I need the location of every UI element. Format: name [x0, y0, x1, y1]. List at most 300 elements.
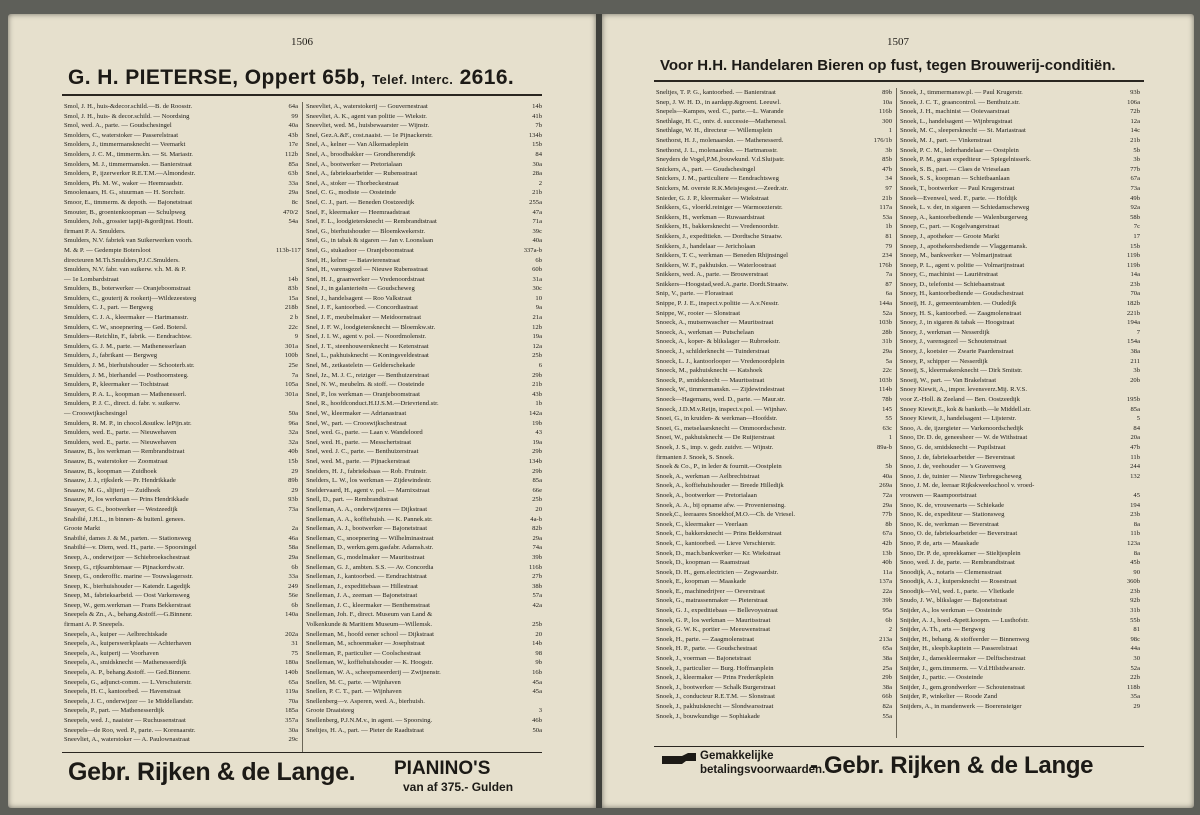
entry-text: Smulders, C. J., part. — Bergweg — [64, 304, 153, 312]
entry-house-number: 301a — [285, 342, 298, 350]
entry-house-number: 182b — [1126, 300, 1140, 308]
entry-text: Snep, J. W. H. D., in aardapp.&groent. Leeuwl. — [656, 98, 781, 106]
entry-house-number: 15b — [288, 457, 298, 465]
entry-house-number — [276, 236, 298, 246]
entry-house-number: 103b — [878, 376, 892, 384]
entry-text: Sneepels, A., kuiperswerkplaats — Achterhaven — [64, 640, 192, 648]
left-page — [8, 14, 596, 808]
entry-house-number: 11a — [882, 568, 892, 576]
entry-text: Smol, J. H., huis-&decor.schild.—B. de Roosstr. — [64, 103, 193, 110]
entry-house-number: 269a — [879, 482, 892, 490]
entry-text: Snel, Jz., M. J. C., reiziger — Benthuizerstraat — [306, 371, 430, 379]
entry-house-number: 31b — [1130, 607, 1140, 615]
entry-text: Snoep, J., apotheker — Groote Markt — [900, 232, 1000, 240]
entry-house-number: 67a — [882, 530, 892, 538]
entry-house-number: 50a — [532, 726, 542, 734]
entry-text: Snelders, H. J., fabrieksbaas — Rob. Fruinstr. — [306, 467, 427, 475]
entry-text: Snoey, H. S., kantoorbed. — Zaagmolenstraat — [900, 309, 1022, 317]
entry-text: Snellenberg—v. Asperen, wed. A., bierhuish. — [306, 697, 425, 705]
entry-text: Snoek, J., timmermansw.pl. — Paul Krugerstr. — [900, 89, 1023, 96]
directory-entry — [306, 351, 542, 361]
directory-entry — [900, 424, 1140, 434]
entry-house-number: 3b — [1133, 156, 1140, 164]
directory-entry — [64, 179, 298, 189]
entry-house-number: 218b — [284, 304, 298, 312]
entry-house-number: 64a — [288, 103, 298, 110]
directory-entry — [64, 639, 298, 649]
entry-house-number: 154a — [1127, 338, 1140, 346]
entry-house-number: 82b — [532, 525, 542, 533]
entry-text: Snellen, P. C. T., part. — Wijnhaven — [306, 688, 402, 696]
footer-rule — [62, 752, 542, 753]
entry-house-number: 56e — [288, 592, 298, 600]
directory-entry — [306, 313, 542, 323]
advert-rijken: - Gebr. Rijken & de Lange — [810, 752, 1094, 779]
directory-entry — [656, 251, 892, 261]
entry-text: Sneep, K., bierhuishouder — Katendr. Lagedijk — [64, 582, 191, 590]
entry-house-number: 194 — [1130, 501, 1140, 509]
directory-entry — [900, 318, 1140, 328]
entry-house-number: 3 — [538, 707, 542, 715]
entry-house-number: 21b — [532, 381, 542, 389]
entry-house-number: 12b — [532, 323, 542, 331]
directory-entry — [656, 481, 892, 491]
directory-entry — [306, 438, 542, 448]
directory-entry — [656, 309, 892, 319]
entry-text: Snoek, H., parte. — Zaagmolenstraat — [656, 635, 755, 643]
entry-text: Snaauw, B., koopman — Zuidhoek — [64, 467, 157, 475]
directory-entry — [306, 476, 542, 486]
entry-house-number: 58a — [288, 544, 298, 552]
entry-house-number: 20 — [535, 630, 542, 638]
entry-house-number: 83b — [288, 285, 298, 293]
directory-entry — [64, 524, 298, 534]
directory-entry — [306, 390, 542, 400]
entry-text: Snelleman, G. J., ambten. S.S. — Av. Concordia — [306, 563, 434, 571]
directory-entry — [306, 246, 542, 256]
entry-text: Snoeck, A., koper- & blikslager — Rubroekstr. — [656, 338, 781, 346]
entry-house-number: 21b — [882, 194, 892, 202]
entry-text: Smolders, M. J., timmermanskn. — Banierstraat — [64, 160, 192, 168]
entry-text: Snethlage, W. H., directeur — Willemsplein — [656, 127, 773, 135]
header-tel-label: Telef. Interc. — [372, 72, 454, 87]
directory-entry — [306, 188, 542, 198]
entry-house-number: 41b — [532, 112, 542, 120]
entry-house-number: 30 — [1133, 655, 1140, 663]
entry-text: Snelleman, A. A., koffiehuish. — K. Pannek.str. — [306, 515, 433, 523]
entry-house-number: 79 — [885, 242, 892, 250]
entry-text: Snoeck, W., timmermanskn. — Zijdewindestraat — [656, 386, 785, 394]
entry-text: Snoek, A., bootwerker — Pretorialaan — [656, 491, 757, 499]
directory-entry — [900, 462, 1140, 472]
entry-house-number: 49b — [1130, 194, 1140, 202]
directory-entry — [900, 289, 1140, 299]
entry-text: Snel, C. G., modiste — Oosteinde — [306, 189, 396, 197]
directory-entry — [900, 184, 1140, 194]
directory-entry — [64, 563, 298, 573]
directory-entry — [656, 692, 892, 702]
directory-entry — [306, 563, 542, 573]
entry-text: Snoeck, A., werkman — Putschelaan — [656, 328, 754, 336]
directory-entry — [64, 323, 298, 333]
directory-entry — [900, 165, 1140, 175]
entry-house-number: 40b — [882, 559, 892, 567]
entry-house-number: 5b — [1133, 146, 1140, 154]
entry-text: Snip, V., parte. — Florastraat — [656, 290, 734, 298]
entry-house-number: 31 — [291, 640, 298, 648]
directory-entry — [64, 188, 298, 198]
directory-entry — [306, 342, 542, 352]
entry-house-number: 70a — [288, 697, 298, 705]
entry-house-number: 66e — [532, 486, 542, 494]
directory-entry — [306, 505, 542, 515]
directory-entry — [900, 222, 1140, 232]
entry-text: Smoor, E., timmerm. & depoth. — Bajonetstraat — [64, 198, 193, 206]
directory-entry — [900, 539, 1140, 549]
directory-entry — [900, 692, 1140, 702]
directory-entry — [900, 107, 1140, 117]
directory-entry — [306, 380, 542, 390]
entry-house-number: 176b — [878, 261, 892, 269]
directory-entry — [64, 419, 298, 429]
entry-house-number: 29 — [291, 467, 298, 475]
entry-house-number: 113b-117 — [276, 246, 301, 254]
entry-house-number: 39c — [532, 227, 542, 235]
entry-house-number: 100b — [284, 352, 298, 360]
entry-house-number: 30a — [532, 160, 542, 168]
directory-entry — [656, 606, 892, 616]
entry-text: Snikkers—Hoogstad,wed.A.,parte. Dordt.Straatw. — [656, 280, 789, 288]
entry-house-number: 132 — [1130, 472, 1140, 480]
entry-text: Snel, J. F., meubelmaker — Meidoornstraat — [306, 314, 422, 322]
directory-entry — [656, 347, 892, 357]
entry-house-number: 118b — [1127, 683, 1140, 691]
directory-entry — [900, 443, 1140, 453]
directory-entry — [306, 332, 542, 342]
entry-text: Smulders, wed. E., parte. — Nieuwehaven — [64, 438, 177, 446]
directory-column — [656, 88, 892, 740]
entry-house-number: 145 — [882, 405, 892, 413]
entry-house-number: 53a — [882, 213, 892, 221]
directory-entry — [656, 405, 892, 415]
entry-text: Snoeij, W., part. — Van Brakelstraat — [900, 376, 997, 384]
entry-house-number: 55a — [882, 712, 892, 720]
entry-text: Smolders, P., ijzerwerker R.E.T.M.—Almondestr. — [64, 170, 196, 178]
header-tel-number: 2616. — [459, 66, 515, 89]
entry-text: Snoei, G., in kruiden- & werkman—Hoofdstr. — [656, 415, 778, 423]
entry-text: Snethorst, H. J., molenaarskn. — Mathenesserd. — [656, 136, 784, 144]
entry-text: Snaauw, M. G., slijterij — Zuidhoek — [64, 486, 161, 494]
directory-entry — [900, 299, 1140, 309]
entry-house-number: 29b — [532, 448, 542, 456]
entry-house-number: 30c — [532, 285, 542, 293]
entry-text: Snel, A., stoker — Thorbeckestraat — [306, 179, 399, 187]
entry-house-number: 29b — [532, 371, 542, 379]
entry-house-number: 5b — [885, 463, 892, 471]
entry-house-number: 70a — [1130, 290, 1140, 298]
entry-text: Snel, J. F. W., loodgietersknecht — Bloemkw.str. — [306, 323, 436, 331]
entry-text: Smulders—Reichlin, F., fabrik. — Eendrachtsw. — [64, 333, 192, 341]
directory-entry — [900, 261, 1140, 271]
entry-text: Sneepels, A., kuiper — Aelbrechtskade — [64, 630, 168, 638]
directory-entry — [900, 453, 1140, 463]
directory-column — [64, 102, 301, 744]
directory-entry — [656, 299, 892, 309]
entry-text: Snickers, M. overste R.K.Meisjesgest.—Zeedr.str. — [656, 184, 789, 192]
entry-text: Snoeck, M., pakhuisknecht — Katshoek — [656, 367, 763, 375]
entry-house-number: 55b — [1130, 616, 1140, 624]
entry-house-number: 470/2 — [282, 208, 298, 216]
entry-text: Snoek, L. v. der, in sigaren — Schiedamscheweg — [900, 204, 1030, 212]
entry-text: Snoek,C., leeraares Snoekhof,M.O.—Ch. de Vriesel. — [656, 511, 796, 519]
entry-house-number: 29a — [288, 553, 298, 561]
entry-text: Smolders, J. C. M., timmerm.kn. — St. Mariastr. — [64, 150, 193, 158]
directory-entry — [64, 361, 298, 371]
column-divider — [896, 88, 897, 738]
directory-entry — [900, 385, 1140, 395]
directory-entry — [900, 194, 1140, 204]
advert-rijken: Gebr. Rijken & de Lange. — [68, 758, 356, 786]
directory-entry — [306, 658, 542, 668]
entry-text: Snel, J. T., steenhouwersknecht — Ketenstraat — [306, 342, 429, 350]
entry-house-number: 43 — [535, 429, 542, 437]
directory-entry — [656, 88, 892, 98]
entry-text: Snoek, A., werkman — Aelbrechtstraat — [656, 472, 760, 480]
entry-house-number: 22c — [288, 323, 298, 331]
entry-text: Snethorst, J. L., molenaarskn. — Hartmansstr. — [656, 146, 778, 154]
entry-text: Snelders, L. W., los werkman — Zijdewindestr. — [306, 477, 432, 485]
entry-text: Smol, wed. A., parte. — Goudschesingel — [64, 122, 172, 130]
entry-text: Sneepels, J. C., onderwijzer — 1e Middellandstr. — [64, 697, 194, 705]
entry-house-number: 11b — [1130, 453, 1140, 461]
directory-entry — [64, 726, 298, 736]
advert-payment-line2: betalingsvoorwaarden. — [700, 764, 826, 776]
directory-entry — [900, 702, 1140, 712]
entry-text: directeuren M.Th.Smulders,P.J.C.Smulders. — [64, 256, 180, 264]
entry-text: Sneepels, A., kuiperij — Voorhaven — [64, 649, 159, 657]
entry-text: Snel, wed. G., parte. — Laan v. Wandeloord — [306, 429, 423, 437]
entry-house-number: 119b — [1127, 261, 1140, 269]
entry-house-number: 116b — [879, 108, 892, 116]
directory-entry — [656, 357, 892, 367]
entry-house-number: 14b — [532, 640, 542, 648]
directory-entry — [900, 558, 1140, 568]
directory-entry — [64, 467, 298, 477]
entry-text: Snel, wed. J. C., parte. — Benthuizerstraat — [306, 448, 419, 456]
entry-text: Sneevliet, A., waterstokerij — Gouvernestraat — [306, 103, 428, 110]
directory-entry — [656, 126, 892, 136]
directory-entry — [656, 702, 892, 712]
directory-entry — [64, 294, 298, 304]
entry-text: Snoeck, J.D.M.v.Reijn, inspect.v.pol. — Wijnhav. — [656, 405, 788, 413]
entry-text: Snepels—Kampes, wed. C., parte.—L. Warande — [656, 108, 784, 116]
directory-entry — [656, 424, 892, 434]
directory-entry — [64, 351, 298, 361]
entry-house-number: 19a — [532, 438, 542, 446]
entry-text: Sneepels—de Roo, wed. P., parte. — Korenaarstr. — [64, 726, 196, 734]
entry-text: Snel, H., varensgezel — Nieuwe Rubensstraat — [306, 266, 428, 274]
entry-house-number: 112b — [285, 150, 298, 158]
entry-text: Snoek, S. B., part. — Claes de Vrieselaan — [900, 165, 1010, 173]
entry-house-number: 23b — [1130, 280, 1140, 288]
entry-text: Snell, D., part. — Rembrandtstraat — [306, 496, 398, 504]
directory-entry — [656, 395, 892, 405]
directory-entry — [306, 419, 542, 429]
entry-house-number: 103b — [878, 319, 892, 327]
directory-entry — [306, 716, 542, 726]
entry-text: Snoek, S. S., koopman — Schietbaanlaan — [900, 175, 1010, 183]
directory-entry — [64, 438, 298, 448]
entry-house-number: 140a — [285, 611, 298, 619]
directory-entry — [306, 668, 542, 678]
entry-text: Snoei, G., metselaarsknecht — Ommoordschestr. — [656, 424, 787, 432]
entry-house-number: 23b — [1130, 587, 1140, 595]
entry-text: Smulders, C. J. A., kleermaker — Hartmansstr. — [64, 314, 189, 322]
directory-entry — [900, 491, 1140, 501]
entry-house-number: 105a — [285, 381, 298, 389]
directory-entry — [656, 529, 892, 539]
entry-text: Snoek, G. W. K., portier — Meeuwenstraat — [656, 626, 771, 634]
entry-text: voor Z.-Holl. & Zeeland — Ben. Oostzeedijk — [900, 396, 1020, 403]
entry-house-number — [1118, 385, 1140, 395]
directory-entry — [306, 591, 542, 601]
entry-house-number: 40b — [288, 448, 298, 456]
page-header-advert — [68, 66, 548, 90]
directory-entry — [900, 635, 1140, 645]
entry-text: Snelleman, W. A., scheepsmeerderij — Zwijnenstr. — [306, 669, 441, 677]
directory-entry — [656, 596, 892, 606]
directory-entry — [64, 553, 298, 563]
directory-entry — [900, 174, 1140, 184]
directory-entry — [64, 716, 298, 726]
entry-house-number: 22c — [882, 367, 892, 375]
directory-entry — [656, 385, 892, 395]
entry-text: Snoey Kiewit, A., impor. levensverz.Mij. R.V.S. — [900, 386, 1027, 394]
directory-entry — [306, 236, 542, 246]
entry-text: Snoo, G. de, smidsknecht — Pupilstraat — [900, 443, 1006, 451]
entry-house-number: 71a — [532, 218, 542, 226]
entry-text: Smulders, J. M., bierhuishouder — Schooterb.str. — [64, 362, 195, 370]
entry-text: Smolders, Ph. M. W., waker — Heemraadstr. — [64, 179, 184, 187]
directory-entry — [64, 112, 298, 122]
entry-text: Snoei, W., pakhuisknecht — De Ruijterstraat — [656, 434, 775, 442]
entry-house-number: 176/1b — [873, 136, 892, 144]
entry-text: Snoo, A. de, ijzergieter — Varkenoordschedijk — [900, 424, 1024, 432]
directory-entry — [900, 328, 1140, 338]
directory-entry — [64, 332, 298, 342]
entry-text: Sneepels, A. P., behang.&stoff. — Ged.Binnenr. — [64, 669, 191, 677]
entry-house-number: 7b — [535, 122, 542, 130]
directory-entry — [900, 644, 1140, 654]
directory-entry — [306, 102, 542, 112]
directory-entry — [64, 131, 298, 141]
entry-text: Snijder, J., gem.timmerm. — V.d.Hilstdwarsstr. — [900, 664, 1026, 672]
directory-entry — [64, 284, 298, 294]
directory-entry — [900, 414, 1140, 424]
entry-house-number: 1b — [885, 223, 892, 231]
directory-entry — [306, 294, 542, 304]
directory-entry — [900, 664, 1140, 674]
entry-text: Snoep, C., part. — Kogelvangerstraat — [900, 223, 1000, 231]
entry-house-number: 90 — [1133, 568, 1140, 576]
directory-entry — [656, 366, 892, 376]
entry-house-number: 43b — [288, 131, 298, 139]
entry-text: Snabilié—v. Diem, wed. H., parte. — Spoorsingel — [64, 544, 197, 552]
entry-house-number: 20a — [1130, 434, 1140, 442]
entry-text: Snoep, P. L., agent v. politie — Volmarijnstraat — [900, 261, 1025, 269]
directory-entry — [64, 668, 298, 678]
entry-house-number — [276, 399, 298, 409]
directory-entry — [64, 486, 298, 496]
entry-text: Snoek, C., kantoorbed. — Lieve Verschierstr. — [656, 539, 776, 547]
entry-text: Snel, J. I. W., agent v. pol. — Noordmolenstr. — [306, 333, 427, 341]
advert-payment-terms — [700, 749, 825, 777]
entry-house-number: 2 — [538, 179, 542, 187]
directory-entry — [64, 505, 298, 515]
directory-entry — [64, 476, 298, 486]
entry-house-number: 99 — [291, 112, 298, 120]
entry-house-number: 60b — [532, 266, 542, 274]
entry-text: Smulders, B., boterwerker — Oranjeboomstraat — [64, 285, 191, 293]
entry-house-number: 20b — [1130, 376, 1140, 384]
entry-text: Snaauw, B., waterstoker — Zoomstraat — [64, 457, 168, 465]
directory-entry — [306, 495, 542, 505]
entry-text: Snoo, K. de, vrouwenarts — Schiekade — [900, 501, 1005, 509]
directory-entry — [306, 620, 542, 630]
entry-text: Snoeck, A., mutsenwascher — Mauritsstraat — [656, 319, 774, 327]
entry-text: firmanten J. Snoek, S. Snoek. — [656, 453, 735, 461]
directory-entry — [64, 515, 298, 525]
directory-entry — [306, 553, 542, 563]
entry-house-number: 33a — [288, 573, 298, 581]
directory-entry — [900, 155, 1140, 165]
directory-entry — [64, 409, 298, 419]
entry-house-number: 65a — [882, 645, 892, 653]
entry-house-number — [520, 610, 542, 620]
entry-house-number: 249 — [288, 582, 298, 590]
entry-text: Snoo, J. de, fabrieksarbeider — Beverstraat — [900, 453, 1015, 461]
directory-entry — [900, 510, 1140, 520]
entry-text: Sneltjes, T. P. G., kantoorbed. — Banierstraat — [656, 89, 776, 96]
directory-entry — [900, 376, 1140, 386]
entry-house-number: 6b — [535, 256, 542, 264]
entry-text: Snoey, J., werkman — Nesserdijk — [900, 328, 990, 336]
entry-text: Snel, J. F., kantoorbed. — Concordiastraat — [306, 304, 418, 312]
entry-text: Snikkers, J., handelaar — Jericholaan — [656, 242, 756, 250]
entry-text: Snoodijk, A., notaris — Clemensstraat — [900, 568, 1002, 576]
directory-entry — [900, 366, 1140, 376]
entry-house-number: 81 — [1133, 626, 1140, 634]
entry-text: Smoolenaars, H. G., stuurman — H. Sorchstr. — [64, 189, 185, 197]
entry-text: Snippe, W., rooier — Slonstraat — [656, 309, 741, 317]
entry-text: Snoo, J. de, veehouder — 's Gravenweg — [900, 463, 1006, 471]
directory-entry — [64, 227, 298, 237]
entry-house-number: 47b — [1130, 443, 1140, 451]
entry-text: Snoey, C., machinist — Lauriërstraat — [900, 271, 998, 279]
entry-text: Snoek, P. C. M., lederhandelaar — Oostplein — [900, 146, 1019, 154]
entry-house-number: 142a — [529, 410, 542, 417]
entry-text: Snoek, A., koffiehuishouder — Breede Hilledijk — [656, 482, 784, 490]
directory-entry — [656, 280, 892, 290]
entry-text: Snijder, J., partic. — Oosteinde — [900, 674, 983, 682]
entry-house-number: 213a — [879, 635, 892, 643]
page-number: 1506 — [291, 36, 313, 48]
entry-house-number: 47b — [882, 165, 892, 173]
entry-text: Snoek, T., bootwerker — Paul Krugerstraat — [900, 184, 1015, 192]
entry-text: Snijder, H., sleepb.kapitein — Passerelstraat — [900, 645, 1018, 653]
entry-text: Snoek, D., koopman — Raamstraat — [656, 559, 750, 567]
entry-text: Snikkers, G., vloerkl.reiniger — Warmoezierstr. — [656, 204, 783, 212]
